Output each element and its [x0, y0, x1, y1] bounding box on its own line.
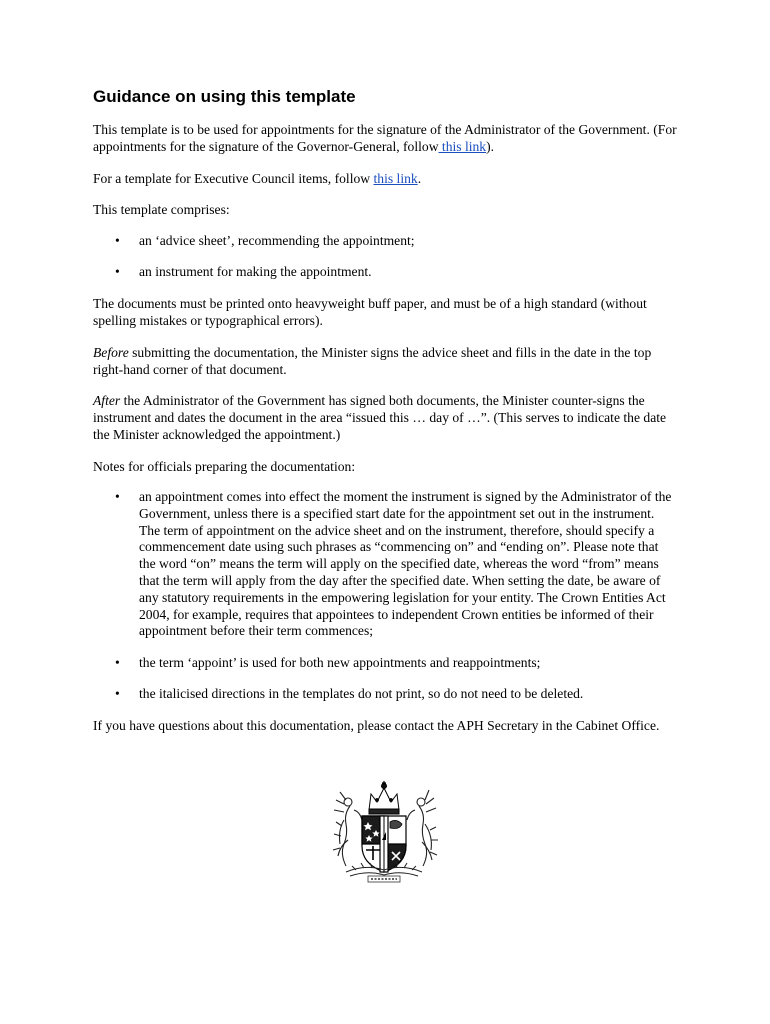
bullet-icon: • — [115, 686, 120, 702]
page-title: Guidance on using this template — [93, 87, 356, 106]
list-item — [93, 686, 678, 703]
list-item-text: an ‘advice sheet’, recommending the appointment; — [139, 232, 415, 248]
list-item-text: an instrument for making the appointment. — [139, 263, 372, 279]
executive-council-tail: . — [417, 170, 422, 186]
bullet-icon: • — [115, 654, 120, 670]
comprises-list — [93, 233, 678, 281]
list-item-text: the italicised directions in the templates do not print, so do not need to be deleted. — [139, 686, 584, 702]
comprises-paragraph: This template comprises: — [93, 202, 230, 217]
before-paragraph — [93, 344, 678, 378]
list-item-text: an appointment comes into effect the moment the instrument is signed by the Administrator of the Government, unless there is a specified start date for the appointment set out in the instrument. The term of appointment on the advice sheet and on the instrument, therefore, should specify a commencement date using such phrases as “commencing on” and “ending on”. Please note that the word “on” means the term will apply on the specified date, whereas the word “from” means that the term will apply from the day after the specified date. When setting the date, be aware of any statutory requirements in the empowering legislation for your entity. The Crown Entities Act 2004, for example, requires that appointees to independent Crown entities be informed of their appointment before their term commences; — [139, 489, 672, 639]
contact-paragraph: If you have questions about this documentation, please contact the APH Secretary in the Cabinet Office. — [93, 718, 660, 734]
paper-paragraph: The documents must be printed onto heavyweight buff paper, and must be of a high standard (without spelling mistakes or typographical errors). — [93, 296, 647, 329]
list-item — [93, 264, 678, 281]
list-item — [93, 233, 678, 250]
before-text: submitting the documentation, the Minister signs the advice sheet and fills in the date in the top right-hand corner of that document. — [93, 344, 652, 377]
coat-of-arms — [326, 780, 443, 884]
after-emphasis: After — [93, 393, 121, 409]
new-zealand-coat-of-arms-icon — [326, 780, 443, 884]
executive-council-text: For a template for Executive Council items, follow — [93, 170, 374, 186]
governor-general-link[interactable]: this link — [438, 139, 487, 154]
list-item — [93, 655, 678, 672]
executive-council-paragraph — [93, 170, 678, 187]
before-emphasis: Before — [93, 344, 129, 360]
notes-paragraph: Notes for officials preparing the documentation: — [93, 458, 356, 474]
intro-tail: ). — [486, 139, 495, 154]
intro-paragraph — [93, 121, 678, 155]
bullet-icon: • — [115, 232, 120, 248]
intro-text: This template is to be used for appointments for the signature of the Administrator of the Government. (For appointments for the signature of the Governor-General, follow — [93, 122, 677, 154]
list-item — [93, 489, 678, 640]
list-item-text: the term ‘appoint’ is used for both new appointments and reappointments; — [139, 654, 541, 670]
notes-list — [93, 489, 678, 703]
bullet-icon: • — [115, 489, 120, 505]
bullet-icon: • — [115, 263, 120, 279]
after-text: the Administrator of the Government has signed both documents, the Minister counter-signs the instrument and dates the document in the area “issued this … day of …”. (This serves to indicate the date the Minister acknowledged the appointment.) — [93, 393, 667, 443]
executive-council-link[interactable]: this link — [373, 170, 418, 186]
after-paragraph — [93, 392, 678, 443]
document-page — [93, 86, 678, 749]
